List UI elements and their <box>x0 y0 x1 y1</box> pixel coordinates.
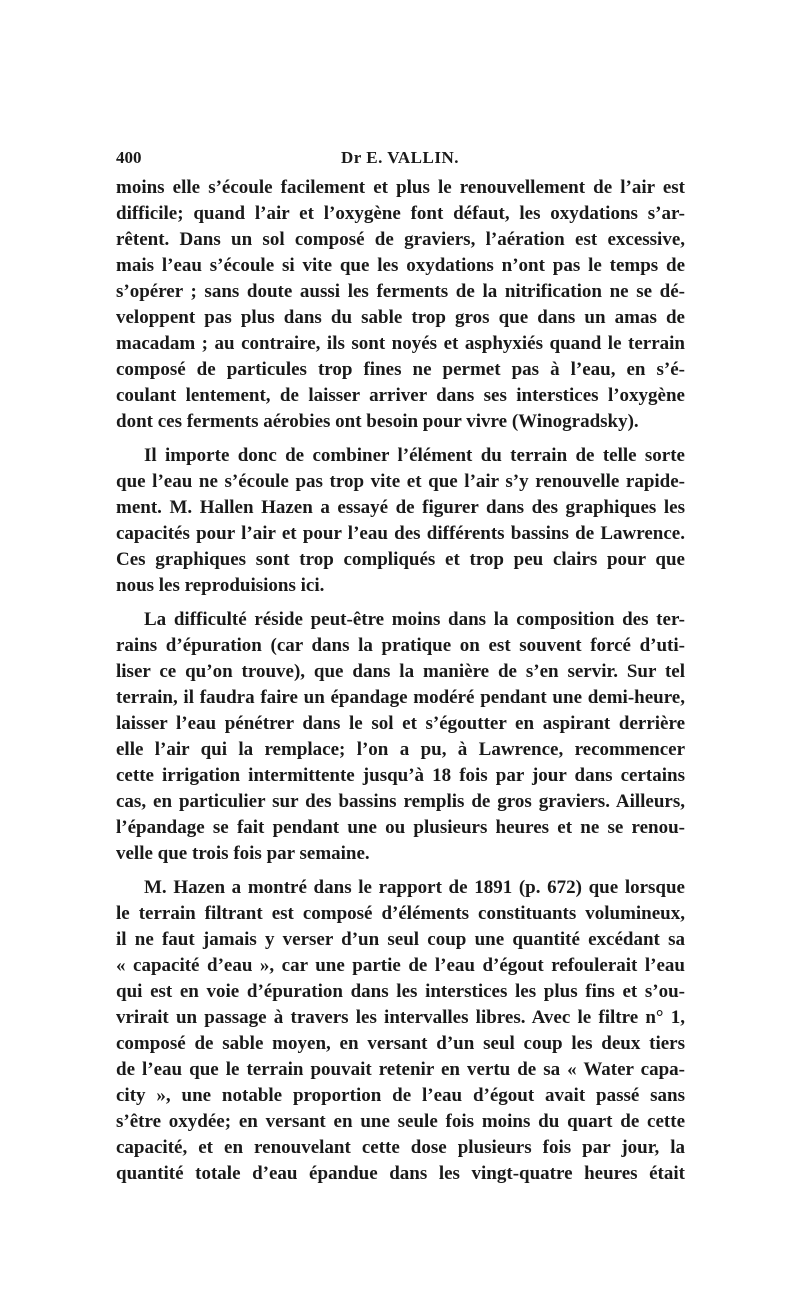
text-line: que l’eau ne s’écoule pas trop vite et que l’air s’y renouvelle rapide- <box>116 471 685 492</box>
text-line: l’épandage se fait pendant une ou plusieurs heures et ne se renou- <box>116 817 685 838</box>
text-line: veloppent pas plus dans du sable trop gros que dans un amas de <box>116 307 685 328</box>
text-line: city », une notable proportion de l’eau d’égout avait passé sans <box>116 1085 685 1106</box>
text-line: qui est en voie d’épuration dans les interstices les plus fins et s’ou- <box>116 981 685 1002</box>
text-line: liser ce qu’on trouve), que dans la manière de s’en servir. Sur tel <box>116 661 685 682</box>
running-head: Dr E. VALLIN. <box>341 148 459 167</box>
text-line: « capacité d’eau », car une partie de l’eau d’égout refoulerait l’eau <box>116 955 685 976</box>
text-line: Ces graphiques sont trop compliqués et trop peu clairs pour que <box>116 549 685 570</box>
text-line: vrirait un passage à travers les intervalles libres. Avec le filtre n° 1, <box>116 1007 685 1028</box>
text-line: mais l’eau s’écoule si vite que les oxydations n’ont pas le temps de <box>116 255 685 276</box>
text-line: velle que trois fois par semaine. <box>116 843 370 864</box>
text-line: s’opérer ; sans doute aussi les ferments de la nitrification ne se dé- <box>116 281 685 302</box>
paragraph-2 <box>116 443 685 599</box>
text-line: le terrain filtrant est composé d’éléments constituants volumineux, <box>116 903 685 924</box>
text-line: coulant lentement, de laisser arriver dans ses interstices l’oxygène <box>116 385 685 406</box>
text-line: il ne faut jamais y verser d’un seul coup une quantité excédant sa <box>116 929 685 950</box>
text-line: macadam ; au contraire, ils sont noyés et asphyxiés quand le terrain <box>116 333 685 354</box>
paragraph-4 <box>116 875 685 1187</box>
text-line: ment. M. Hallen Hazen a essayé de figurer dans des graphiques les <box>116 497 685 518</box>
text-line: Il importe donc de combiner l’élément du terrain de telle sorte <box>144 445 685 466</box>
text-line: dont ces ferments aérobies ont besoin pour vivre (Winogradsky). <box>116 411 639 432</box>
text-line: capacités pour l’air et pour l’eau des différents bassins de Lawrence. <box>116 523 685 544</box>
text-line: rêtent. Dans un sol composé de graviers, l’aération est excessive, <box>116 229 685 250</box>
text-line: s’être oxydée; en versant en une seule fois moins du quart de cette <box>116 1111 685 1132</box>
page-number: 400 <box>116 148 142 167</box>
text-line: quantité totale d’eau épandue dans les vingt-quatre heures était <box>116 1163 685 1184</box>
text-line: rains d’épuration (car dans la pratique on est souvent forcé d’uti- <box>116 635 685 656</box>
text-line: La difficulté réside peut-être moins dans la composition des ter- <box>144 609 685 630</box>
text-line: de l’eau que le terrain pouvait retenir en vertu de sa « Water capa- <box>116 1059 685 1080</box>
text-line: capacité, et en renouvelant cette dose plusieurs fois par jour, la <box>116 1137 685 1158</box>
text-line: difficile; quand l’air et l’oxygène font défaut, les oxydations s’ar- <box>116 203 685 224</box>
text-line: composé de particules trop fines ne permet pas à l’eau, en s’é- <box>116 359 685 380</box>
paragraph-1 <box>116 175 685 435</box>
text-line: nous les reproduisions ici. <box>116 575 325 596</box>
paragraph-3 <box>116 607 685 867</box>
text-line: cette irrigation intermittente jusqu’à 18 fois par jour dans certains <box>116 765 685 786</box>
text-line: laisser l’eau pénétrer dans le sol et s’égoutter en aspirant derrière <box>116 713 685 734</box>
page-header <box>116 148 685 172</box>
text-line: cas, en particulier sur des bassins remplis de gros graviers. Ailleurs, <box>116 791 685 812</box>
text-line: moins elle s’écoule facilement et plus le renouvellement de l’air est <box>116 177 685 198</box>
text-line: composé de sable moyen, en versant d’un seul coup les deux tiers <box>116 1033 685 1054</box>
text-line: M. Hazen a montré dans le rapport de 1891 (p. 672) que lorsque <box>144 877 685 898</box>
text-line: terrain, il faudra faire un épandage modéré pendant une demi-heure, <box>116 687 685 708</box>
page-body <box>116 175 685 1195</box>
text-line: elle l’air qui la remplace; l’on a pu, à Lawrence, recommencer <box>116 739 685 760</box>
